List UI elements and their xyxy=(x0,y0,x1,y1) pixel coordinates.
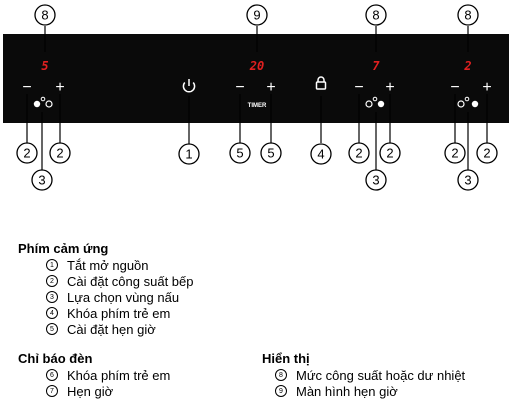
number-badge: 3 xyxy=(46,291,58,303)
legend-label: Màn hình hẹn giờ xyxy=(296,383,398,399)
legend-title: Phím cảm ứng xyxy=(18,241,109,256)
number-badge: 6 xyxy=(46,369,58,381)
svg-text:2: 2 xyxy=(386,145,394,161)
legend-item xyxy=(275,367,465,383)
svg-text:5: 5 xyxy=(236,145,244,161)
svg-text:2: 2 xyxy=(483,145,491,161)
callout-bottom xyxy=(17,143,37,163)
zone-3-plus-button[interactable]: + xyxy=(482,79,492,96)
legend-item xyxy=(46,257,193,273)
callout-bottom xyxy=(458,170,478,190)
svg-text:9: 9 xyxy=(253,7,261,23)
callout-bottom xyxy=(230,143,250,163)
legend-item xyxy=(275,383,465,399)
svg-text:2: 2 xyxy=(56,145,64,161)
timer-display: 20 xyxy=(249,59,265,73)
legend-item xyxy=(46,289,193,305)
number-badge: 8 xyxy=(275,369,287,381)
callout-top-zone-2 xyxy=(366,5,386,25)
legend-label: Hẹn giờ xyxy=(67,383,114,399)
control-panel-diagram xyxy=(0,0,512,200)
svg-text:3: 3 xyxy=(464,172,472,188)
timer-plus-button[interactable]: + xyxy=(266,79,276,96)
legend-indicator-lights xyxy=(18,351,170,399)
timer-minus-button[interactable]: − xyxy=(235,79,245,96)
glass-panel xyxy=(3,34,509,123)
callout-top-zone-1 xyxy=(35,5,55,25)
number-badge: 1 xyxy=(46,259,58,271)
svg-text:8: 8 xyxy=(464,7,472,23)
callout-bottom xyxy=(380,143,400,163)
zone-3-display: 2 xyxy=(464,59,472,73)
legend-label: Khóa phím trẻ em xyxy=(67,305,171,321)
number-badge: 5 xyxy=(46,323,58,335)
callout-bottom xyxy=(366,170,386,190)
legend-title: Chỉ báo đèn xyxy=(18,351,93,366)
legend-item xyxy=(46,367,170,383)
number-badge: 2 xyxy=(46,275,58,287)
svg-text:4: 4 xyxy=(317,146,325,162)
legend-label: Tắt mở nguồn xyxy=(67,257,149,273)
zone-2-plus-button[interactable]: + xyxy=(385,79,395,96)
callout-bottom xyxy=(445,143,465,163)
zone-2-display: 7 xyxy=(372,59,380,73)
legend-label: Cài đặt hẹn giờ xyxy=(67,321,156,337)
legend-label: Lựa chọn vùng nấu xyxy=(67,289,180,305)
callout-bottom xyxy=(349,143,369,163)
zone-1-minus-button[interactable]: − xyxy=(22,79,32,96)
legend-item xyxy=(46,321,193,337)
callout-bottom xyxy=(32,170,52,190)
svg-text:1: 1 xyxy=(185,146,193,162)
zone-1-plus-button[interactable]: + xyxy=(55,79,65,96)
svg-text:2: 2 xyxy=(451,145,459,161)
number-badge: 4 xyxy=(46,307,58,319)
svg-text:2: 2 xyxy=(355,145,363,161)
svg-text:3: 3 xyxy=(372,172,380,188)
legend-label: Mức công suất hoặc dư nhiệt xyxy=(296,367,466,383)
callout-bottom xyxy=(311,144,331,164)
callout-top-timer xyxy=(247,5,267,25)
zone-1-display: 5 xyxy=(41,59,49,73)
zone-2-minus-button[interactable]: − xyxy=(354,79,364,96)
legend-display xyxy=(262,351,465,399)
svg-text:2: 2 xyxy=(23,145,31,161)
number-badge: 7 xyxy=(46,385,58,397)
callout-top-zone-3 xyxy=(458,5,478,25)
number-badge: 9 xyxy=(275,385,287,397)
svg-text:8: 8 xyxy=(41,7,49,23)
svg-text:3: 3 xyxy=(38,172,46,188)
callout-bottom xyxy=(50,143,70,163)
legend-item xyxy=(46,273,193,289)
callout-bottom xyxy=(179,144,199,164)
legend-label: Cài đặt công suất bếp xyxy=(67,273,194,289)
callout-bottom xyxy=(477,143,497,163)
legend-touch-keys xyxy=(18,241,193,337)
zone-3-minus-button[interactable]: − xyxy=(450,79,460,96)
callout-bottom xyxy=(261,143,281,163)
svg-text:8: 8 xyxy=(372,7,380,23)
legend-label: Khóa phím trẻ em xyxy=(67,367,171,383)
legend-item xyxy=(46,305,193,321)
timer-label: TIMER xyxy=(247,103,267,109)
legend-item xyxy=(46,383,170,399)
legend-title: Hiển thị xyxy=(262,351,310,366)
svg-text:5: 5 xyxy=(267,145,275,161)
